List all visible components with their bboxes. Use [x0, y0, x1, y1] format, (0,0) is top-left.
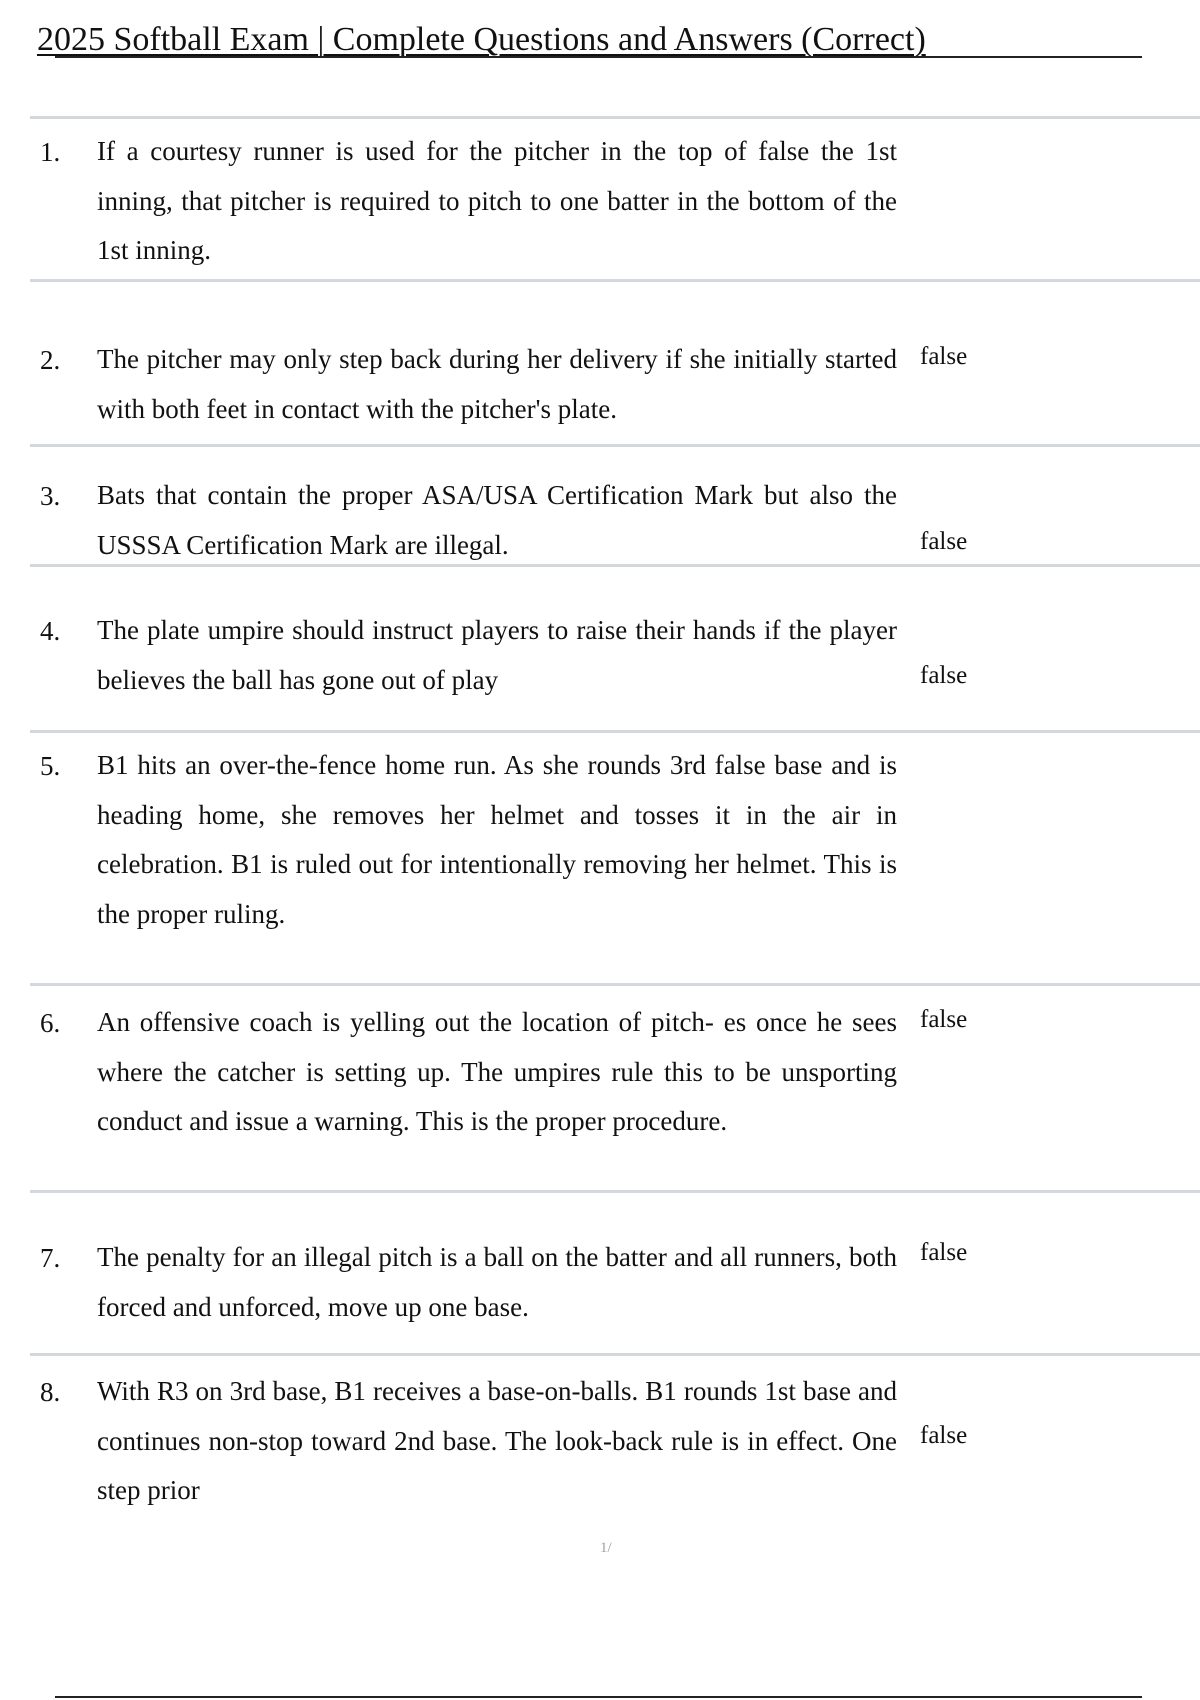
footer-rule: [55, 1696, 1142, 1698]
question-number: 8.: [40, 1377, 61, 1407]
question-text: Bats that contain the proper ASA/USA Certification Mark but also the USSSA Certification Mark are illegal.: [97, 480, 897, 560]
question-separator: [30, 279, 1200, 282]
question-number: 6.: [40, 1008, 61, 1038]
answer-label: false: [920, 662, 968, 689]
question-number: 7.: [40, 1243, 61, 1273]
question-number: 3.: [40, 481, 61, 511]
question-separator: [30, 1353, 1200, 1356]
question-text: An offensive coach is yelling out the location of pitch- es once he sees where the catcher is setting up. The umpires rule this to be unsporting conduct and issue a warning. This is the proper procedure.: [97, 1007, 897, 1136]
question-separator: [30, 730, 1200, 733]
answer-label: false: [920, 1006, 968, 1033]
question-number: 2.: [40, 345, 61, 375]
question-text: If a courtesy runner is used for the pitcher in the top of false the 1st inning, that pitcher is required to pitch to one batter in the bottom of the 1st inning.: [97, 136, 897, 265]
question-text: The plate umpire should instruct players to raise their hands if the player believes the ball has gone out of play: [97, 615, 897, 695]
question-separator: [30, 116, 1200, 119]
question-text: With R3 on 3rd base, B1 receives a base-on-balls. B1 rounds 1st base and continues non-stop toward 2nd base. The look-back rule is in effect. One step prior: [97, 1376, 897, 1505]
answer-label: false: [920, 343, 968, 370]
title-underline-rule: [55, 56, 1142, 58]
question-separator: [30, 564, 1200, 567]
document-title: 2025 Softball Exam | Complete Questions and Answers (Correct): [37, 21, 926, 58]
question-separator: [30, 1190, 1200, 1193]
question-number: 4.: [40, 616, 61, 646]
page-number: 1/: [600, 1540, 612, 1556]
answer-label: false: [920, 1422, 968, 1449]
question-text: The pitcher may only step back during her delivery if she initially started with both feet in contact with the pitcher's plate.: [97, 344, 897, 424]
question-number: 5.: [40, 751, 61, 781]
question-separator: [30, 983, 1200, 986]
answer-label: false: [920, 528, 968, 555]
question-separator: [30, 444, 1200, 447]
question-text: B1 hits an over-the-fence home run. As she rounds 3rd false base and is heading home, she removes her helmet and tosses it in the air in celebration. B1 is ruled out for intentionally removing her helmet. This is the proper ruling.: [97, 750, 897, 929]
answer-label: false: [920, 1239, 968, 1266]
question-text: The penalty for an illegal pitch is a ball on the batter and all runners, both forced and unforced, move up one base.: [97, 1242, 897, 1322]
question-number: 1.: [40, 137, 61, 167]
